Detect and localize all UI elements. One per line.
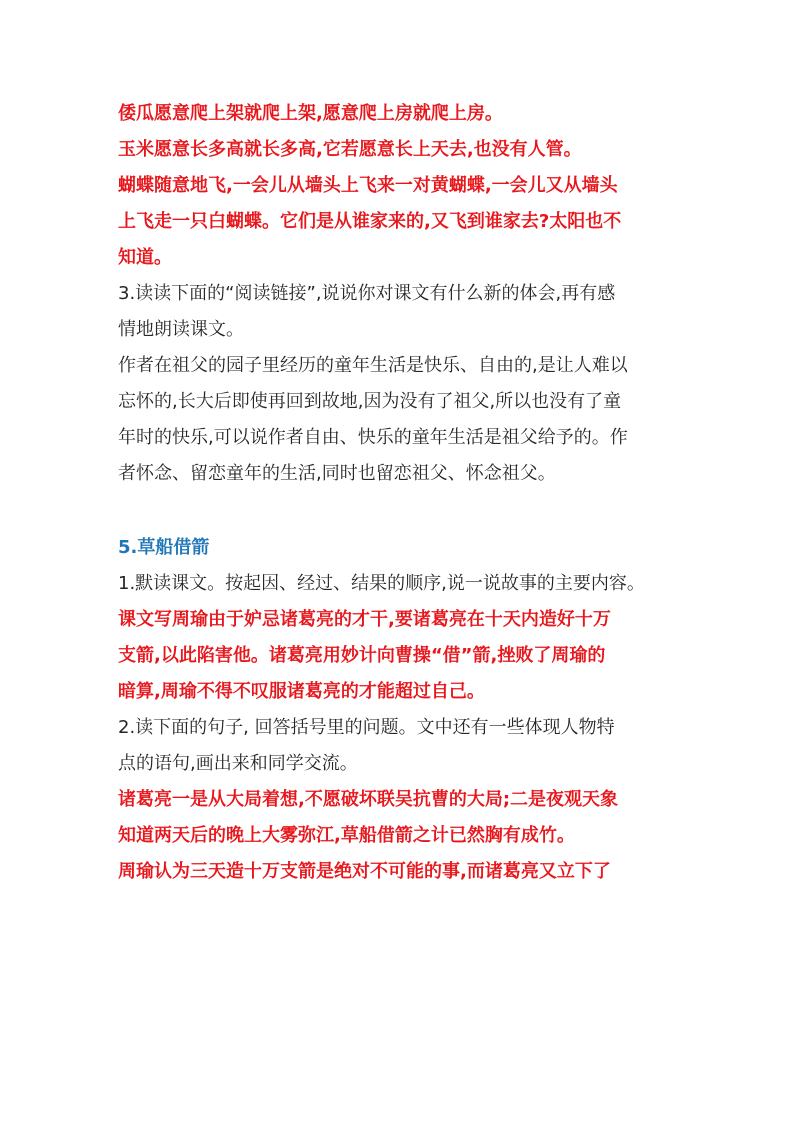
question-line: 点的语句,画出来和同学交流。 bbox=[118, 753, 358, 774]
question-3 bbox=[118, 276, 678, 348]
question-line: 情地朗读课文。 bbox=[118, 319, 244, 340]
answer-3 bbox=[118, 348, 678, 492]
section-title: 5.草船借箭 bbox=[118, 537, 210, 558]
question-line: 2.读下面的句子, 回答括号里的问题。文中还有一些体现人物特 bbox=[118, 717, 615, 738]
answer-line: 周瑜认为三天造十万支箭是绝对不可能的事,而诸葛亮又立下了 bbox=[118, 861, 611, 882]
question-5-2 bbox=[118, 710, 678, 782]
body-line: 作者在祖父的园子里经历的童年生活是快乐、自由的,是让人难以 bbox=[118, 355, 628, 376]
answer-line: 课文写周瑜由于妒忌诸葛亮的才干,要诸葛亮在十天内造好十万 bbox=[118, 609, 611, 630]
answer-line: 知道两天后的晚上大雾弥江,草船借箭之计已然胸有成竹。 bbox=[118, 825, 575, 846]
question-line: 1.默读课文。按起因、经过、结果的顺序,说一说故事的主要内容。 bbox=[118, 573, 645, 594]
answer-line: 暗算,周瑜不得不叹服诸葛亮的才能超过自己。 bbox=[118, 681, 485, 702]
answer-line: 上飞走一只白蝴蝶。它们是从谁家来的,又飞到谁家去?太阳也不 bbox=[118, 211, 622, 232]
question-line: 3.读读下面的“阅读链接”,说说你对课文有什么新的体会,再有感 bbox=[118, 283, 616, 304]
question-5-1 bbox=[118, 566, 678, 602]
answer-block-1 bbox=[118, 96, 678, 276]
answer-line: 支箭,以此陷害他。诸葛亮用妙计向曹操“借”箭,挫败了周瑜的 bbox=[118, 645, 606, 666]
answer-line: 蝴蝶随意地飞,一会儿从墙头上飞来一对黄蝴蝶,一会儿又从墙头 bbox=[118, 175, 618, 196]
answer-5-2 bbox=[118, 782, 678, 890]
body-line: 年时的快乐,可以说作者自由、快乐的童年生活是祖父给予的。作 bbox=[118, 427, 628, 448]
document-page bbox=[118, 96, 678, 890]
section-spacer bbox=[118, 492, 678, 530]
body-line: 忘怀的,长大后即使再回到故地,因为没有了祖父,所以也没有了童 bbox=[118, 391, 622, 412]
answer-line: 知道。 bbox=[118, 247, 172, 268]
answer-line: 倭瓜愿意爬上架就爬上架,愿意爬上房就爬上房。 bbox=[118, 103, 503, 124]
body-line: 者怀念、留恋童年的生活,同时也留恋祖父、怀念祖父。 bbox=[118, 463, 556, 484]
answer-line: 玉米愿意长多高就长多高,它若愿意长上天去,也没有人管。 bbox=[118, 139, 582, 160]
answer-line: 诸葛亮一是从大局着想,不愿破坏联吴抗曹的大局;二是夜观天象 bbox=[118, 789, 619, 810]
answer-5-1 bbox=[118, 602, 678, 710]
